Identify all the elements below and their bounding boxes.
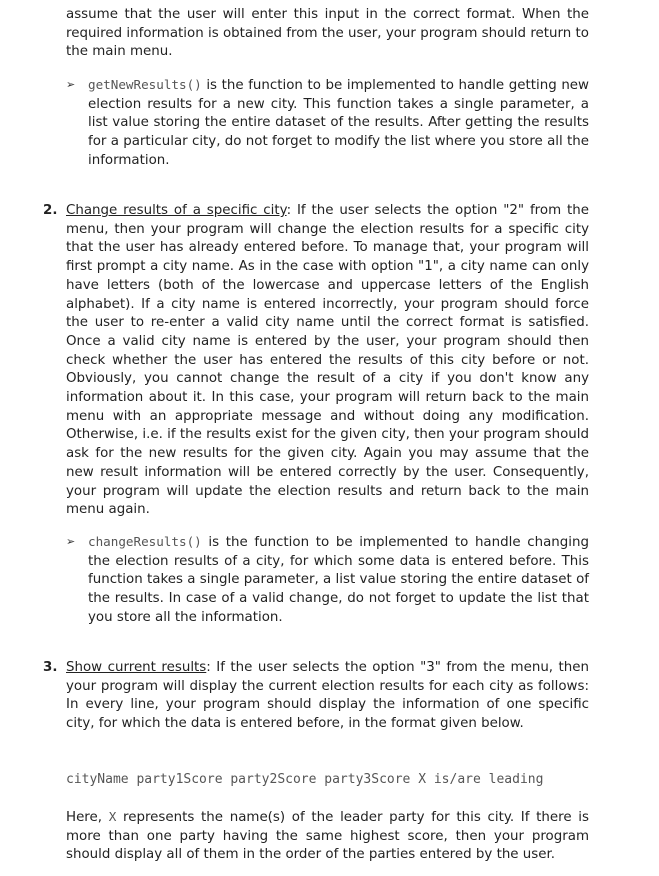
closing-paragraph: Here, X represents the name(s) of the leader party for this city. If there is more than one party having the same highest score, then your program should display all of them in the order of the parties entered by the user. xyxy=(66,809,589,863)
bullet-getnewresults: getNewResults() is the function to be implemented to handle getting new election results for a new city. This function takes a single parameter, a list value storing the entire dataset of the results. After getting the results for a particular city, do not forget to modify the list where you store all the information. xyxy=(88,77,589,168)
item-number-2: 2. xyxy=(43,203,58,218)
bullet-arrow-icon: ➢ xyxy=(66,535,76,548)
bullet-changeresults: changeResults() is the function to be implemented to handle changing the election results of a city, for which some data is entered before. This function takes a single parameter, a list value storing the entire dataset of the results. In case of a valid change, do not forget to update the list that you store all the information. xyxy=(88,534,589,625)
item-change-results: Change results of a specific city: If the user selects the option "2" from the menu, then your program will change the election results for a specific city that the user has already entered before. To manage that, your program will first prompt a city name. As in the case with option "1", a city name can only have letters (both of the lowercase and uppercase letters of the English alphabet). If a city name is entered incorrectly, your program should force the user to re-enter a valid city name until the correct format is satisfied. Once a valid city name is entered by the user, your program should then check whether the user has entered the results of this city before or not. Obviously, you cannot change the result of a city if you don't know any information about it. In this case, your program will return back to the main menu with an appropriate message and without doing any modification. Otherwise, i.e. if the results exist for the given city, then your program should ask for the new results for the given city. Again you may assume that the new result information will be entered correctly by the user. Consequently, your program will update the election results and return back to the main menu again. xyxy=(66,203,589,518)
item-title-change-results: Change results of a specific city xyxy=(66,203,287,218)
function-name-getnewresults: getNewResults() xyxy=(88,77,202,92)
output-format-line: cityName party1Score party2Score party3Score X is/are leading xyxy=(66,772,544,787)
function-name-changeresults: changeResults() xyxy=(88,534,202,549)
variable-x: X xyxy=(108,809,117,824)
item-number-3: 3. xyxy=(43,660,58,675)
intro-paragraph: assume that the user will enter this input in the correct format. When the required information is obtained from the user, your program should return to the main menu. xyxy=(66,7,589,60)
item-show-results: Show current results: If the user selects the option "3" from the menu, then your program will display the current election results for each city as follows: In every line, your program should display the information of one specific city, for which the data is entered before, in the format given below. xyxy=(66,660,590,732)
item-title-show-results: Show current results xyxy=(66,660,207,675)
bullet-arrow-icon: ➢ xyxy=(66,78,76,91)
